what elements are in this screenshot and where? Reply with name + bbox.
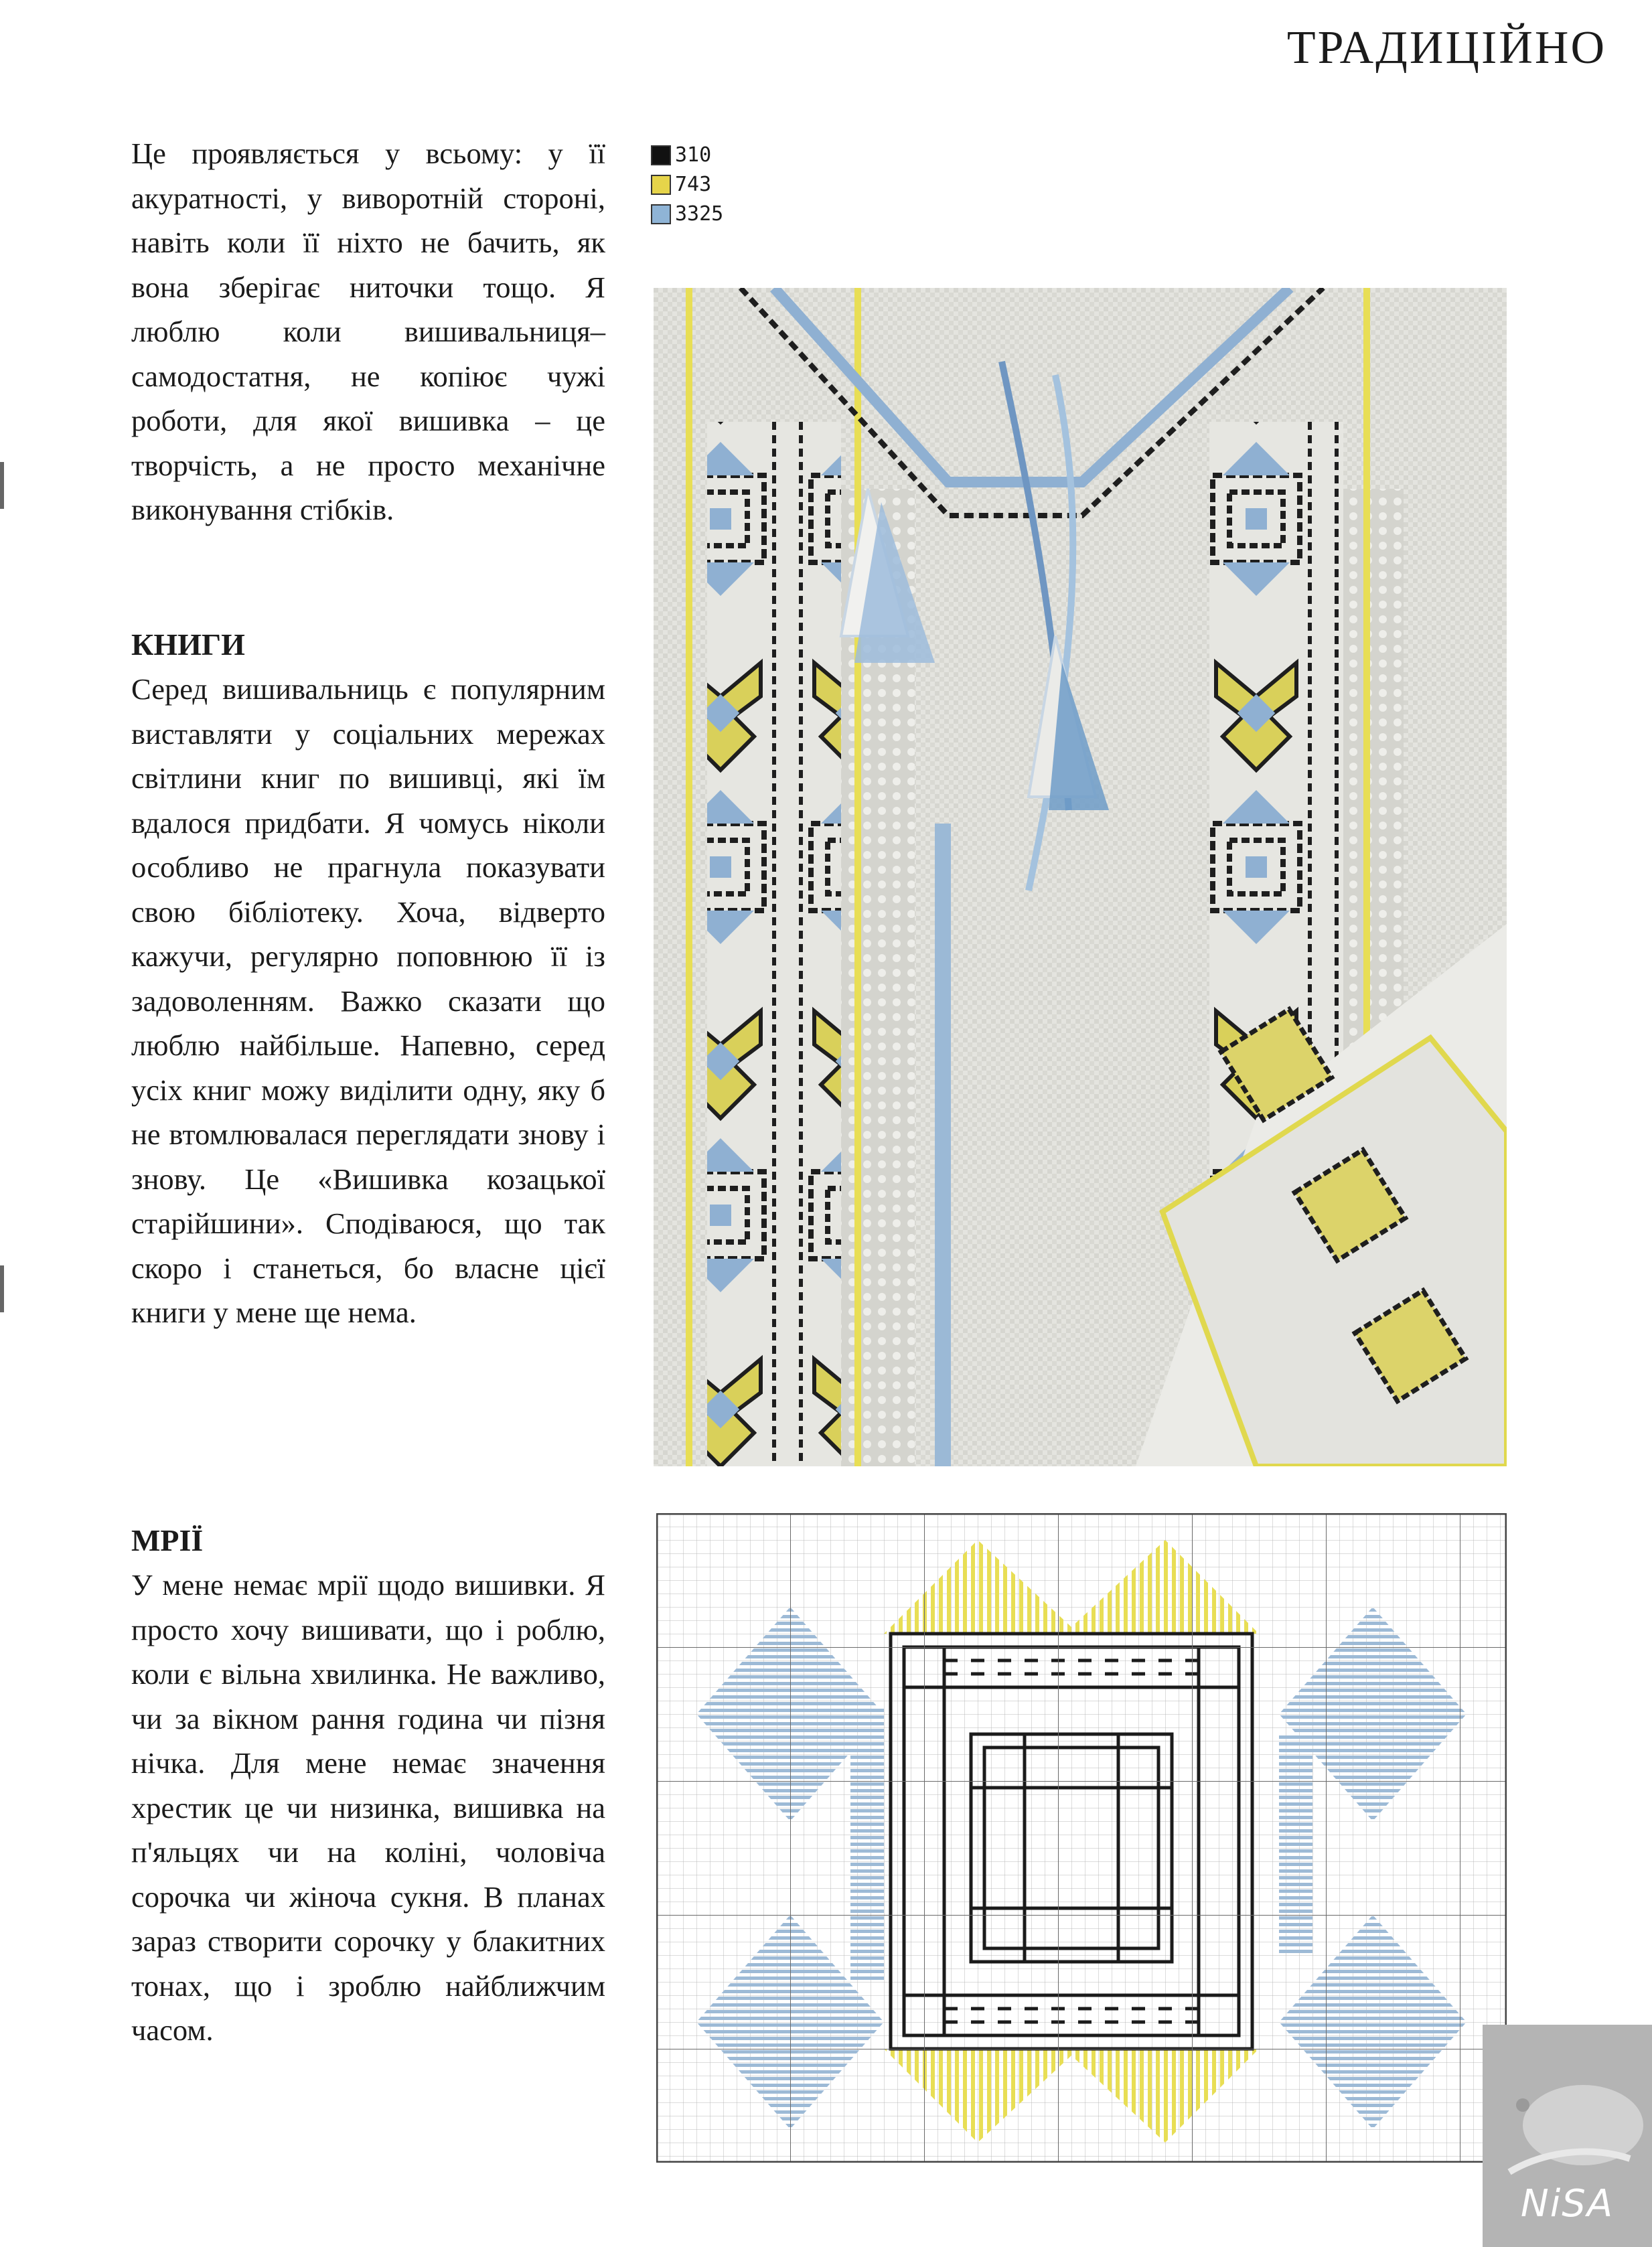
books-text: Серед вишивальниць є популярним виставляти у соціальних мережах світлини книг по вишивці, які їм вдалося придбати. Я чомусь ніколи особливо не прагнула показувати свою бібліотеку. Хоча, відверто кажучи, регулярно поповнюю її із задоволенням. Важко сказати що люблю найбільше. Напевно, серед усіх книг можу виділити одну, яку б не втомлювалася переглядати знову і знову. Це «Вишивка козацької старійшини». Сподіваюся, що так скоро і станеться, бо власне цієї книги у мене ще нема.	[131, 672, 605, 1329]
dreams-paragraph	[131, 1563, 605, 2053]
legend-item	[651, 141, 723, 170]
books-paragraph	[131, 667, 605, 1335]
section-title: ТРАДИЦІЙНО	[1286, 22, 1606, 74]
legend-swatch	[651, 175, 671, 195]
watermark-text: NiSA	[1520, 2182, 1615, 2226]
dreams-text: У мене немає мрії щодо вишивки. Я просто хочу вишивати, що і роблю, коли є вільна хвилинка. Не важливо, чи за вікном рання година чи пізня нічка. Для мене немає значення хрестик це чи низинка, вишивка на п'яльцях чи на коліні, чоловіча сорочка чи жіноча сукня. В планах зараз створити сорочку у блакитних тонах, що і зроблю найближчим часом.	[131, 1568, 605, 2047]
embroidered-shirt-photo	[654, 288, 1507, 1466]
cross-stitch-chart	[656, 1513, 1507, 2163]
margin-mark	[0, 462, 4, 509]
legend-code: 3325	[675, 202, 724, 226]
thread-color-legend	[651, 141, 723, 229]
books-heading: КНИГИ	[131, 627, 245, 662]
legend-item	[651, 200, 723, 229]
watermark-logo	[1483, 2025, 1652, 2247]
legend-code: 310	[675, 143, 712, 167]
intro-paragraph	[131, 131, 605, 532]
intro-text: Це проявляється у всьому: у її акуратності, у виворотній стороні, навіть коли її ніхто не бачить, як вона зберігає ниточки тощо. Я люблю коли вишивальниця–самодостатня, не копіює чужі роботи, для якої вишивка – це творчість, а не просто механічне виконування стібків.	[131, 137, 605, 526]
legend-item	[651, 170, 723, 200]
legend-code: 743	[675, 173, 712, 196]
legend-swatch	[651, 145, 671, 165]
margin-mark	[0, 1265, 4, 1312]
legend-swatch	[651, 204, 671, 224]
dreams-heading: МРІЇ	[131, 1523, 204, 1557]
